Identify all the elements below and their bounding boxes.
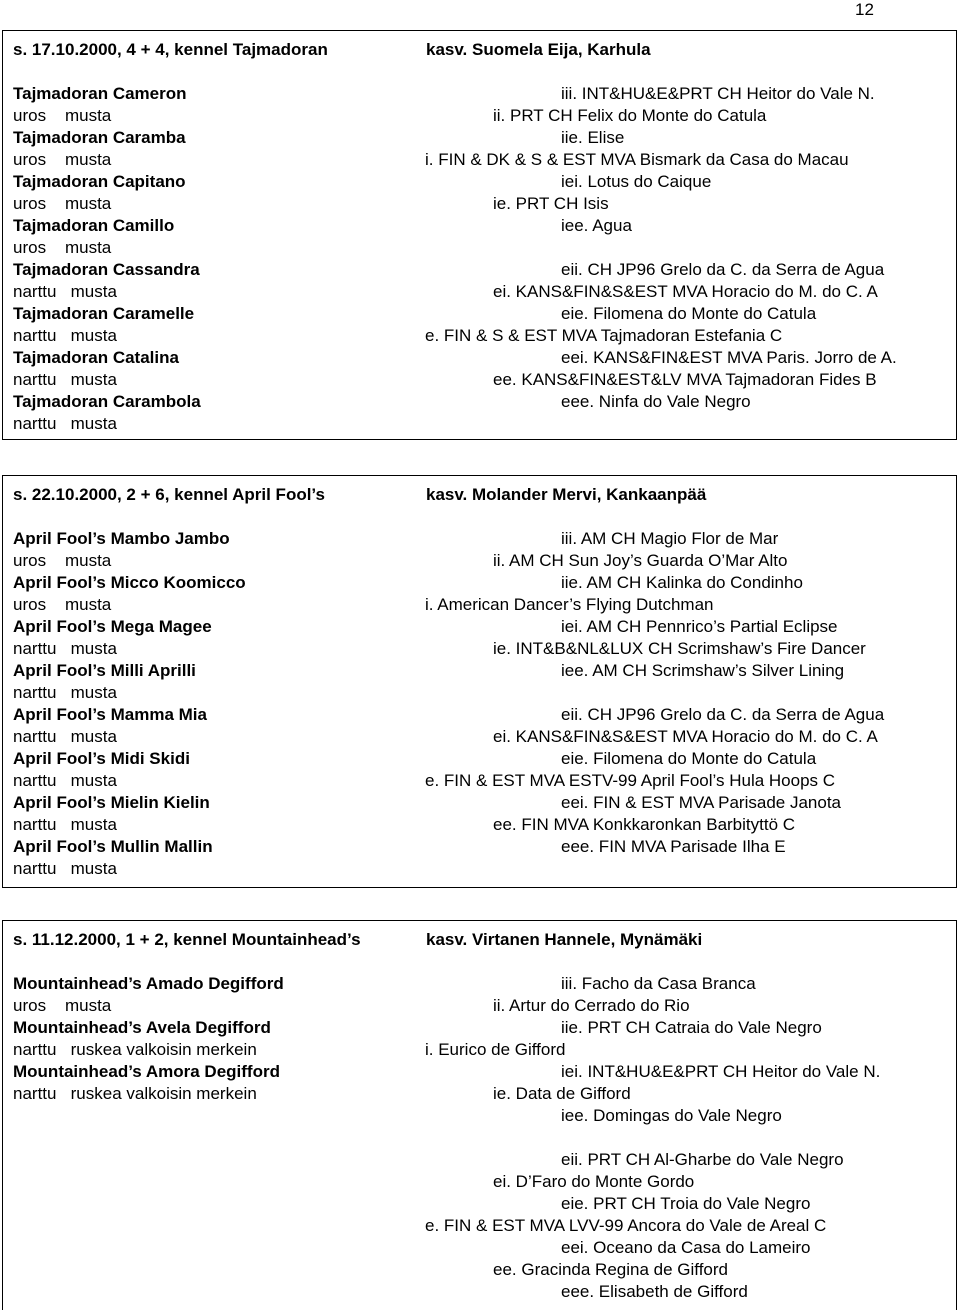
puppy-sex-color: uros musta xyxy=(13,595,112,614)
pedigree-dam-line: eie. PRT CH Troia do Vale Negro xyxy=(561,1194,811,1213)
puppy-name: Tajmadoran Catalina xyxy=(13,348,179,367)
puppy-sex-color: narttu musta xyxy=(13,639,117,658)
pedigree-sire-line: iei. Lotus do Caique xyxy=(561,172,712,191)
puppy-name: April Fool’s Mambo Jambo xyxy=(13,529,230,548)
pedigree-dam-line: eei. Oceano da Casa do Lameiro xyxy=(561,1238,811,1257)
pedigree-dam-line: eii. CH JP96 Grelo da C. da Serra de Agua xyxy=(561,260,885,279)
puppy-sex-color: narttu musta xyxy=(13,771,117,790)
pedigree-dam-line: ee. FIN MVA Konkkaronkan Barbityttö C xyxy=(493,815,796,834)
puppy-name: Tajmadoran Cameron xyxy=(13,84,187,103)
puppy-sex-color: narttu musta xyxy=(13,414,117,433)
pedigree-dam-line: ei. D’Faro do Monte Gordo xyxy=(493,1172,695,1191)
pedigree-sire-line: iee. Agua xyxy=(561,216,632,235)
pedigree-dam-line: eii. PRT CH Al-Gharbe do Vale Negro xyxy=(561,1150,844,1169)
pedigree-dam-line: eei. KANS&FIN&EST MVA Paris. Jorro de A. xyxy=(561,348,897,367)
litter-title: s. 11.12.2000, 1 + 2, kennel Mountainhead’s xyxy=(13,930,361,949)
pedigree-sire-line: iie. Elise xyxy=(561,128,625,147)
pedigree-sire-line: ii. AM CH Sun Joy’s Guarda O’Mar Alto xyxy=(493,551,788,570)
pedigree-sire-line: iie. AM CH Kalinka do Condinho xyxy=(561,573,803,592)
puppy-sex-color: uros musta xyxy=(13,150,112,169)
puppy-list xyxy=(13,528,246,880)
breeder-line: kasv. Molander Mervi, Kankaanpää xyxy=(426,485,707,504)
puppy-name: April Fool’s Mullin Mallin xyxy=(13,837,213,856)
pedigree-dam-line: e. FIN & EST MVA ESTV-99 April Fool’s Hula Hoops C xyxy=(425,771,836,790)
pedigree-sire-line: iei. INT&HU&E&PRT CH Heitor do Vale N. xyxy=(561,1062,881,1081)
page-number: 12 xyxy=(855,0,874,19)
pedigree-dam-line: eie. Filomena do Monte do Catula xyxy=(561,304,817,323)
puppy-name: April Fool’s Milli Aprilli xyxy=(13,661,196,680)
pedigree-sire-line: ii. PRT CH Felix do Monte do Catula xyxy=(493,106,767,125)
pedigree-dam-line: ei. KANS&FIN&S&EST MVA Horacio do M. do C. A xyxy=(493,727,878,746)
puppy-name: Tajmadoran Capitano xyxy=(13,172,186,191)
pedigree-dam-line: e. FIN & EST MVA LVV-99 Ancora do Vale de Areal C xyxy=(425,1216,827,1235)
pedigree-sire-line: i. FIN & DK & S & EST MVA Bismark da Casa do Macau xyxy=(425,150,849,169)
puppy-sex-color: narttu ruskea valkoisin merkein xyxy=(13,1084,257,1103)
pedigree-sire-line: iei. AM CH Pennrico’s Partial Eclipse xyxy=(561,617,838,636)
pedigree-spacer xyxy=(425,682,884,704)
litter-section xyxy=(2,475,957,888)
puppy-name: Tajmadoran Cassandra xyxy=(13,260,200,279)
puppy-name: April Fool’s Mega Magee xyxy=(13,617,212,636)
pedigree-sire-line: i. Eurico de Gifford xyxy=(425,1040,566,1059)
pedigree-dam-line: eee. Ninfa do Vale Negro xyxy=(561,392,751,411)
pedigree-sire-line: ie. PRT CH Isis xyxy=(493,194,609,213)
pedigree xyxy=(425,973,880,1303)
puppy-name: April Fool’s Mamma Mia xyxy=(13,705,207,724)
pedigree xyxy=(425,528,884,858)
puppy-name: Mountainhead’s Avela Degifford xyxy=(13,1018,271,1037)
puppy-sex-color: narttu musta xyxy=(13,815,117,834)
puppy-sex-color: narttu musta xyxy=(13,683,117,702)
pedigree-dam-line: ei. KANS&FIN&S&EST MVA Horacio do M. do C. A xyxy=(493,282,878,301)
pedigree-spacer xyxy=(425,237,897,259)
puppy-sex-color: narttu ruskea valkoisin merkein xyxy=(13,1040,257,1059)
puppy-sex-color: narttu musta xyxy=(13,859,117,878)
puppy-name: April Fool’s Micco Koomicco xyxy=(13,573,246,592)
pedigree-dam-line: eei. FIN & EST MVA Parisade Janota xyxy=(561,793,842,812)
pedigree-sire-line: ie. INT&B&NL&LUX CH Scrimshaw’s Fire Dancer xyxy=(493,639,866,658)
pedigree-dam-line: e. FIN & S & EST MVA Tajmadoran Estefania C xyxy=(425,326,783,345)
litter-title: s. 22.10.2000, 2 + 6, kennel April Fool’s xyxy=(13,485,325,504)
puppy-sex-color: narttu musta xyxy=(13,282,117,301)
pedigree-sire-line: iie. PRT CH Catraia do Vale Negro xyxy=(561,1018,822,1037)
pedigree-dam-line: eii. CH JP96 Grelo da C. da Serra de Agua xyxy=(561,705,885,724)
puppy-sex-color: uros musta xyxy=(13,106,112,125)
puppy-sex-color: narttu musta xyxy=(13,326,117,345)
pedigree-spacer xyxy=(425,1127,880,1149)
puppy-sex-color: uros musta xyxy=(13,238,112,257)
litter-title: s. 17.10.2000, 4 + 4, kennel Tajmadoran xyxy=(13,40,328,59)
litter-section xyxy=(2,30,957,440)
puppy-sex-color: uros musta xyxy=(13,996,112,1015)
puppy-name: Mountainhead’s Amora Degifford xyxy=(13,1062,280,1081)
breeder-line: kasv. Virtanen Hannele, Mynämäki xyxy=(426,930,703,949)
pedigree-sire-line: iii. Facho da Casa Branca xyxy=(561,974,756,993)
puppy-name: Tajmadoran Caramba xyxy=(13,128,186,147)
pedigree-sire-line: iee. AM CH Scrimshaw’s Silver Lining xyxy=(561,661,845,680)
puppy-name: Tajmadoran Carambola xyxy=(13,392,201,411)
puppy-sex-color: narttu musta xyxy=(13,370,117,389)
breeder-line: kasv. Suomela Eija, Karhula xyxy=(426,40,651,59)
pedigree-dam-line: ee. Gracinda Regina de Gifford xyxy=(493,1260,728,1279)
puppy-sex-color: uros musta xyxy=(13,551,112,570)
pedigree-dam-line: eee. Elisabeth de Gifford xyxy=(561,1282,748,1301)
litter-section xyxy=(2,920,957,1310)
pedigree-dam-line: ee. KANS&FIN&EST&LV MVA Tajmadoran Fides B xyxy=(493,370,877,389)
pedigree-sire-line: iii. AM CH Magio Flor de Mar xyxy=(561,529,779,548)
puppy-name: Tajmadoran Camillo xyxy=(13,216,175,235)
puppy-sex-color: uros musta xyxy=(13,194,112,213)
pedigree-sire-line: ie. Data de Gifford xyxy=(493,1084,631,1103)
pedigree-sire-line: iii. INT&HU&E&PRT CH Heitor do Vale N. xyxy=(561,84,875,103)
pedigree-dam-line: eie. Filomena do Monte do Catula xyxy=(561,749,817,768)
puppy-name: Mountainhead’s Amado Degifford xyxy=(13,974,284,993)
pedigree-sire-line: iee. Domingas do Vale Negro xyxy=(561,1106,782,1125)
puppy-sex-color: narttu musta xyxy=(13,727,117,746)
pedigree-sire-line: i. American Dancer’s Flying Dutchman xyxy=(425,595,714,614)
puppy-name: April Fool’s Midi Skidi xyxy=(13,749,190,768)
puppy-list xyxy=(13,83,201,435)
pedigree-sire-line: ii. Artur do Cerrado do Rio xyxy=(493,996,690,1015)
puppy-name: April Fool’s Mielin Kielin xyxy=(13,793,210,812)
puppy-list xyxy=(13,973,284,1105)
pedigree-dam-line: eee. FIN MVA Parisade Ilha E xyxy=(561,837,786,856)
puppy-name: Tajmadoran Caramelle xyxy=(13,304,195,323)
pedigree xyxy=(425,83,897,413)
